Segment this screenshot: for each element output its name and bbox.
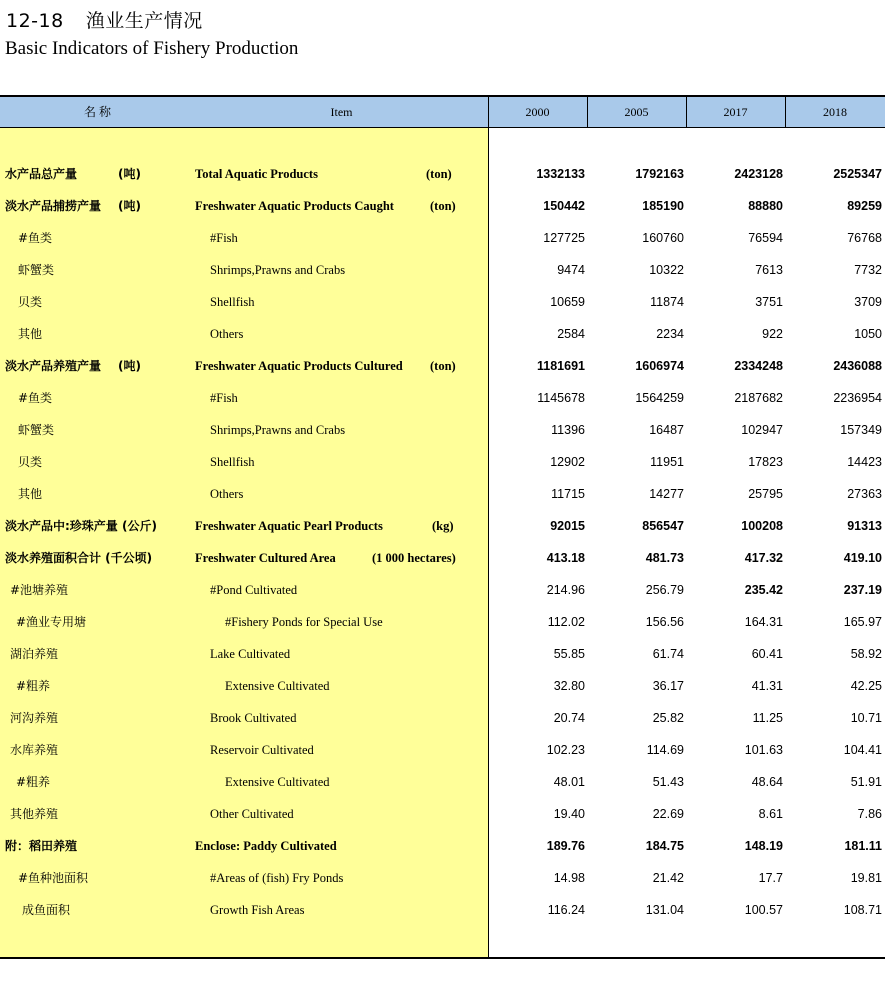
value-cell-2018: 181.11: [844, 839, 882, 853]
header-year-2017: 2017: [723, 105, 748, 119]
row-unit-cn: (吨): [118, 167, 141, 181]
value-cell-2000: 48.01: [553, 775, 585, 789]
value-cell-2005: 25.82: [652, 711, 684, 725]
table-row: [0, 894, 885, 926]
table-row: [0, 574, 885, 606]
value-cell-2005: 16487: [649, 423, 684, 437]
value-cell-2018: 7732: [854, 263, 882, 277]
row-unit-en: (ton): [426, 167, 452, 181]
row-label-en: Others: [210, 487, 244, 501]
value-cell-2017: 164.31: [744, 615, 783, 629]
row-label-en: #Areas of (fish) Fry Ponds: [210, 871, 344, 885]
row-label-en: Shrimps,Prawns and Crabs: [210, 263, 346, 277]
value-cell-2000: 19.40: [553, 807, 585, 821]
value-cell-2000: 1145678: [537, 391, 585, 405]
value-cell-2017: 2423128: [734, 167, 783, 181]
value-cell-2000: 92015: [550, 519, 585, 533]
value-cell-2017: 88880: [748, 199, 783, 213]
table-row: [0, 286, 885, 318]
value-cell-2000: 116.24: [547, 903, 585, 917]
value-cell-2005: 51.43: [652, 775, 684, 789]
row-label-cn: #粗养: [16, 775, 51, 789]
value-cell-2000: 214.96: [546, 583, 585, 597]
table-row: [0, 830, 885, 862]
value-cell-2018: 7.86: [857, 807, 882, 821]
row-label-cn: 其他: [18, 487, 43, 501]
row-label-cn: 虾蟹类: [18, 263, 55, 277]
value-cell-2005: 114.69: [646, 743, 684, 757]
value-cell-2018: 157349: [840, 423, 882, 437]
value-cell-2017: 76594: [748, 231, 783, 245]
row-unit-en: (1 000 hectares): [372, 551, 456, 565]
table-row: [0, 798, 885, 830]
value-cell-2000: 10659: [550, 295, 585, 309]
row-unit-en: (ton): [430, 359, 456, 373]
value-cell-2005: 14277: [649, 487, 684, 501]
row-label-cn: #粗养: [16, 679, 51, 693]
value-cell-2005: 184.75: [645, 839, 684, 853]
table-row: [0, 254, 885, 286]
value-cell-2017: 101.63: [744, 743, 783, 757]
value-cell-2000: 102.23: [546, 743, 585, 757]
row-label-cn: 贝类: [18, 455, 43, 469]
table-header: [0, 97, 885, 128]
value-cell-2000: 14.98: [553, 871, 585, 885]
value-cell-2018: 1050: [854, 327, 882, 341]
value-cell-2018: 91313: [847, 519, 882, 533]
row-label-en: Freshwater Cultured Area: [195, 551, 336, 565]
row-label-en: Others: [210, 327, 244, 341]
table-row: [0, 606, 885, 638]
page-title-en: Basic Indicators of Fishery Production: [5, 38, 299, 59]
row-label-cn: 其他: [18, 327, 43, 341]
row-label-cn: 河沟养殖: [10, 711, 59, 725]
header-name-cn: 名 称: [83, 105, 111, 119]
table-code: 12-18: [6, 10, 64, 32]
value-cell-2000: 32.80: [553, 679, 585, 693]
row-unit-cn: (吨): [118, 199, 141, 213]
value-cell-2017: 41.31: [751, 679, 783, 693]
value-cell-2000: 2584: [557, 327, 585, 341]
value-cell-2018: 76768: [847, 231, 882, 245]
value-cell-2005: 36.17: [652, 679, 684, 693]
value-cell-2005: 156.56: [645, 615, 684, 629]
value-cell-2017: 11.25: [752, 711, 783, 725]
row-label-en: Shellfish: [210, 295, 255, 309]
row-label-cn: 其他养殖: [10, 807, 59, 821]
title-cn-text: 渔业生产情况: [85, 10, 203, 32]
value-cell-2018: 14423: [847, 455, 882, 469]
row-label-en: #Pond Cultivated: [210, 583, 298, 597]
value-cell-2005: 160760: [642, 231, 684, 245]
table-row: [0, 350, 885, 382]
value-cell-2017: 922: [762, 327, 783, 341]
row-label-cn: #鱼种池面积: [18, 871, 89, 885]
row-label-cn: 淡水产品中:珍珠产量 (公斤): [5, 519, 157, 533]
table-row: [0, 734, 885, 766]
value-cell-2018: 27363: [847, 487, 882, 501]
value-cell-2018: 2236954: [833, 391, 882, 405]
value-cell-2018: 58.92: [850, 647, 882, 661]
row-label-cn: #鱼类: [18, 231, 53, 245]
value-cell-2005: 11874: [650, 295, 684, 309]
table-row: [0, 478, 885, 510]
value-cell-2000: 1332133: [536, 167, 585, 181]
value-cell-2000: 127725: [543, 231, 585, 245]
table-row: [0, 158, 885, 190]
value-cell-2005: 22.69: [652, 807, 684, 821]
value-cell-2000: 20.74: [553, 711, 585, 725]
row-label-en: #Fish: [210, 391, 238, 405]
table-row: [0, 638, 885, 670]
table-row: [0, 670, 885, 702]
row-unit-cn: (吨): [118, 359, 141, 373]
table-row: [0, 414, 885, 446]
header-year-2018: 2018: [823, 105, 847, 119]
row-label-cn: 湖泊养殖: [10, 647, 59, 661]
row-label-en: Shrimps,Prawns and Crabs: [210, 423, 346, 437]
value-cell-2018: 51.91: [850, 775, 882, 789]
value-cell-2017: 2187682: [734, 391, 783, 405]
table-row: [0, 382, 885, 414]
value-cell-2017: 17.7: [758, 871, 783, 885]
table-row: [0, 318, 885, 350]
value-cell-2018: 10.71: [850, 711, 882, 725]
row-label-en: Extensive Cultivated: [225, 775, 330, 789]
value-cell-2017: 100208: [741, 519, 783, 533]
row-label-en: Freshwater Aquatic Products Caught: [195, 199, 394, 213]
row-unit-en: (ton): [430, 199, 456, 213]
row-label-en: Brook Cultivated: [210, 711, 297, 725]
value-cell-2000: 1181691: [537, 359, 585, 373]
value-cell-2017: 3751: [755, 295, 783, 309]
value-cell-2017: 17823: [748, 455, 783, 469]
value-cell-2005: 10322: [649, 263, 684, 277]
value-cell-2017: 48.64: [751, 775, 783, 789]
value-cell-2017: 102947: [741, 423, 783, 437]
value-cell-2000: 11396: [551, 423, 585, 437]
value-cell-2017: 60.41: [751, 647, 783, 661]
row-label-cn: 虾蟹类: [18, 423, 55, 437]
row-label-cn: 附：稻田养殖: [5, 839, 78, 853]
row-label-cn: 水库养殖: [10, 743, 59, 757]
value-cell-2000: 55.85: [553, 647, 585, 661]
value-cell-2018: 165.97: [843, 615, 882, 629]
page-title-cn: [6, 6, 203, 33]
value-cell-2005: 256.79: [645, 583, 684, 597]
value-cell-2018: 42.25: [850, 679, 882, 693]
value-cell-2018: 2525347: [833, 167, 882, 181]
row-label-cn: #池塘养殖: [10, 583, 69, 597]
table-row: [0, 702, 885, 734]
value-cell-2017: 2334248: [734, 359, 783, 373]
value-cell-2017: 100.57: [744, 903, 783, 917]
table-row: [0, 862, 885, 894]
row-unit-en: (kg): [432, 519, 454, 533]
table-row: [0, 222, 885, 254]
value-cell-2017: 25795: [748, 487, 783, 501]
row-label-cn: #渔业专用塘: [16, 615, 87, 629]
value-cell-2018: 419.10: [843, 551, 882, 565]
value-cell-2005: 21.42: [652, 871, 684, 885]
table-row: [0, 190, 885, 222]
row-label-en: Freshwater Aquatic Pearl Products: [195, 519, 383, 533]
value-cell-2005: 131.04: [645, 903, 684, 917]
row-label-en: #Fishery Ponds for Special Use: [225, 615, 383, 629]
value-cell-2000: 112.02: [547, 615, 585, 629]
value-cell-2017: 7613: [755, 263, 783, 277]
row-label-en: Other Cultivated: [210, 807, 294, 821]
row-label-cn: 水产品总产量: [5, 167, 78, 181]
row-label-cn: 淡水产品捕捞产量: [5, 199, 102, 213]
value-cell-2005: 1564259: [635, 391, 684, 405]
value-cell-2018: 19.81: [850, 871, 882, 885]
value-cell-2018: 108.71: [843, 903, 882, 917]
value-cell-2005: 856547: [642, 519, 684, 533]
header-year-2000: 2000: [525, 105, 550, 119]
row-label-en: Extensive Cultivated: [225, 679, 330, 693]
value-cell-2005: 481.73: [645, 551, 684, 565]
header-year-2005: 2005: [624, 105, 649, 119]
value-cell-2005: 185190: [642, 199, 684, 213]
row-label-en: Reservoir Cultivated: [210, 743, 314, 757]
value-cell-2017: 148.19: [744, 839, 783, 853]
row-label-en: Lake Cultivated: [210, 647, 291, 661]
value-cell-2005: 2234: [656, 327, 684, 341]
value-cell-2000: 150442: [543, 199, 585, 213]
value-cell-2000: 413.18: [546, 551, 585, 565]
table-row: [0, 510, 885, 542]
value-cell-2018: 237.19: [843, 583, 882, 597]
row-label-en: Growth Fish Areas: [210, 903, 305, 917]
value-cell-2018: 3709: [854, 295, 882, 309]
value-cell-2018: 89259: [847, 199, 882, 213]
value-cell-2000: 12902: [550, 455, 585, 469]
row-label-cn: 淡水养殖面积合计 (千公顷): [5, 551, 153, 565]
row-label-en: Total Aquatic Products: [195, 167, 318, 181]
table-row: [0, 542, 885, 574]
header-item: Item: [330, 105, 353, 119]
row-label-cn: 成鱼面积: [22, 903, 71, 917]
value-cell-2005: 61.74: [652, 647, 684, 661]
value-cell-2000: 189.76: [546, 839, 585, 853]
value-cell-2017: 417.32: [744, 551, 783, 565]
value-cell-2017: 8.61: [758, 807, 783, 821]
value-cell-2000: 11715: [551, 487, 585, 501]
table-row: [0, 766, 885, 798]
row-label-en: #Fish: [210, 231, 238, 245]
row-label-cn: 贝类: [18, 295, 43, 309]
row-label-en: Freshwater Aquatic Products Cultured: [195, 359, 403, 373]
row-label-cn: 淡水产品养殖产量: [5, 359, 102, 373]
row-label-cn: #鱼类: [18, 391, 53, 405]
table-row: [0, 446, 885, 478]
value-cell-2018: 104.41: [843, 743, 882, 757]
value-cell-2005: 1792163: [635, 167, 684, 181]
bottom-rule: [0, 957, 885, 959]
row-label-en: Shellfish: [210, 455, 255, 469]
value-cell-2005: 11951: [650, 455, 684, 469]
value-cell-2000: 9474: [557, 263, 585, 277]
value-cell-2017: 235.42: [744, 583, 783, 597]
row-label-en: Enclose: Paddy Cultivated: [195, 839, 337, 853]
value-cell-2005: 1606974: [635, 359, 684, 373]
value-cell-2018: 2436088: [833, 359, 882, 373]
